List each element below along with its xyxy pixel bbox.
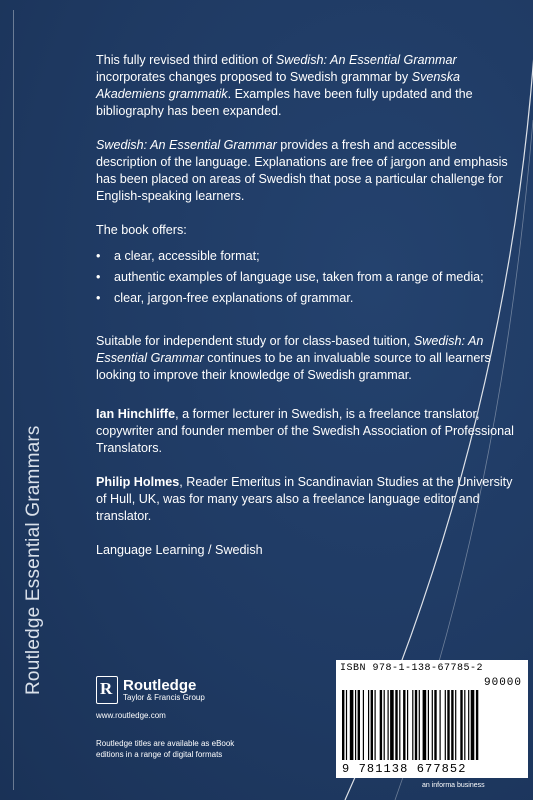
series-title: Routledge Essential Grammars	[23, 425, 44, 695]
barcode	[336, 660, 528, 778]
ebook-note: Routledge titles are available as eBook editions in a range of digital formats	[96, 739, 235, 759]
barcode-digits: 9 781138 677852	[342, 762, 467, 776]
bullet-item: • clear, jargon-free explanations of grammar.	[96, 291, 354, 305]
author-bio: Philip Holmes, Reader Emeritus in Scandinavian Studies at the University of Hull, UK, was for many years also a freelance language editor and translator.	[96, 475, 513, 523]
subject-category: Language Learning / Swedish	[96, 543, 263, 557]
author-name: Philip Holmes	[96, 475, 180, 489]
paragraph-intro: This fully revised third edition of Swedish: An Essential Grammar incorporates changes proposed to Swedish grammar by Svenska Akademiens grammatik. Examples have been fully updated and the bibliography has been expanded.	[96, 53, 473, 118]
publisher-name: Routledge	[123, 676, 197, 694]
paragraph-description: Swedish: An Essential Grammar provides a fresh and accessible description of the language. Explanations are free of jargon and emphasis has been placed on areas of Swedish that pose a particular challenge for English-speaking learners.	[96, 138, 508, 203]
bullet-item: • authentic examples of language use, taken from a range of media;	[96, 270, 484, 284]
isbn-label: ISBN 978-1-138-67785-2	[340, 663, 484, 674]
publisher-website: www.routledge.com	[96, 711, 166, 720]
blurb	[96, 52, 516, 559]
paragraph-suitability: Suitable for independent study or for class-based tuition, Swedish: An Essential Grammar continues to be an invaluable source to all learners looking to improve their knowledge of Swedish grammar.	[96, 334, 491, 382]
publisher-subtitle: Taylor & Francis Group	[123, 692, 205, 702]
price-code: 90000	[484, 677, 523, 689]
author-bio: Ian Hinchliffe, a former lecturer in Swedish, is a freelance translator, copywriter and founder member of the Swedish Association of Professional Translators.	[96, 407, 514, 455]
offers-intro: The book offers:	[96, 223, 187, 237]
informa-note: an informa business	[422, 782, 485, 789]
routledge-logo-icon: R	[96, 676, 118, 704]
barcode-bars	[342, 690, 522, 760]
author-name: Ian Hinchliffe	[96, 407, 176, 421]
bullet-item: • a clear, accessible format;	[96, 249, 260, 263]
publisher-logo	[96, 676, 205, 704]
